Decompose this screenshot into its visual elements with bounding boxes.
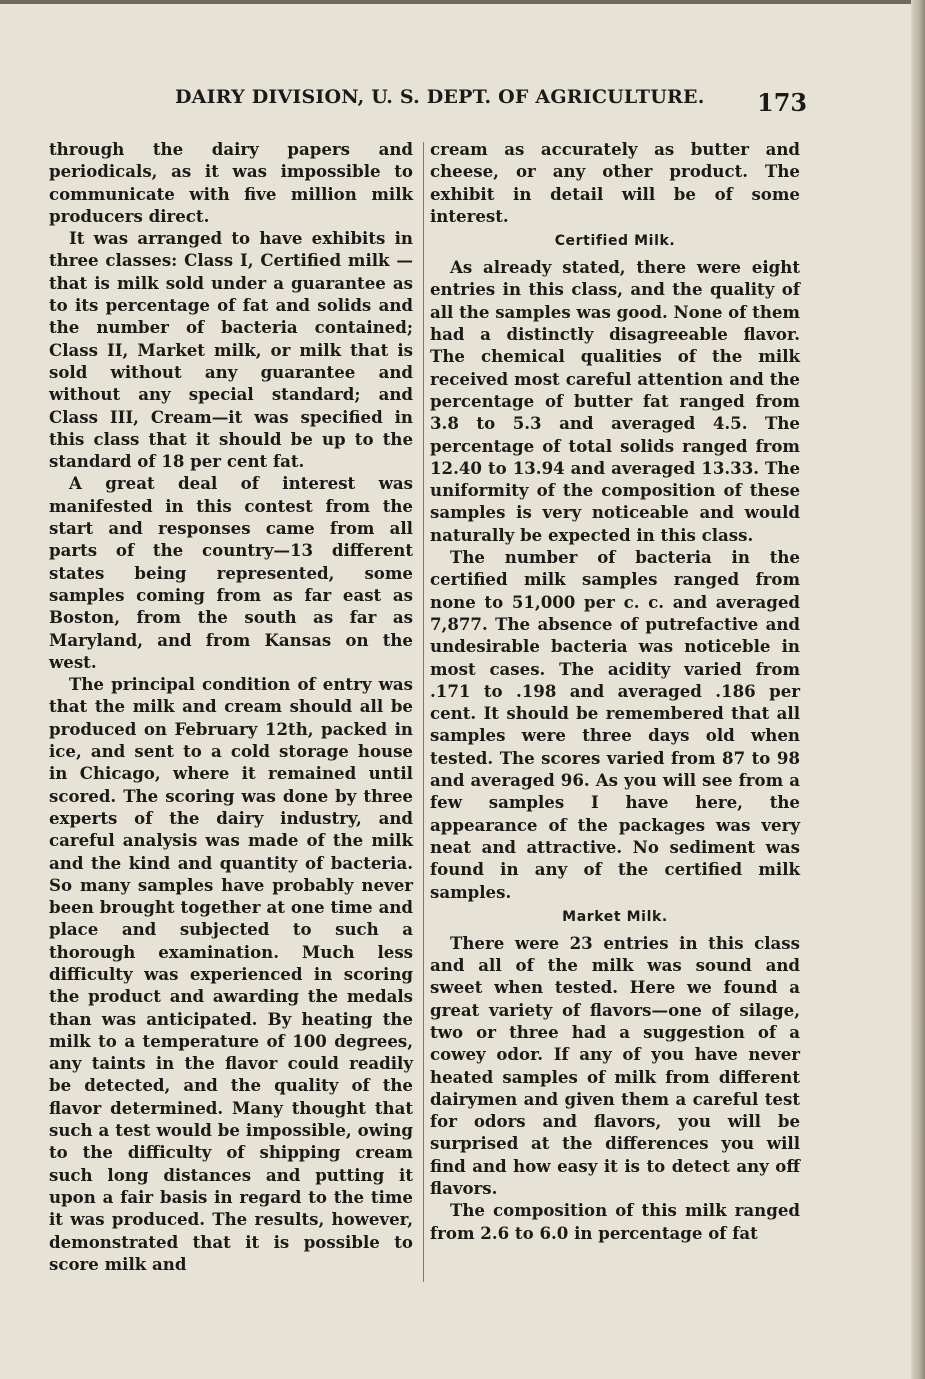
paragraph-continued: through the dairy papers and periodicals, as it was impossible to communicate with five million milk producers direct. bbox=[49, 139, 413, 226]
paragraph-certified-quality: As already stated, there were eight entries in this class, and the quality of all the samples was good. None of them had a distinctly disagreeable flavor. The chemical qualities of the milk received most careful attention and the percentage of butter fat ranged from 3.8 to 5.3 and averaged 4.5. The percentage of total solids ranged from 12.40 to 13.94 and averaged 13.33. The uniformity of the composition of these samples is very noticeable and would naturally be expected in this class. bbox=[430, 257, 800, 545]
right-column bbox=[430, 138, 800, 1244]
paragraph-certified-bacteria: The number of bacteria in the certified milk samples ranged from none to 51,000 per c. c. and averaged 7,877. The absence of putrefactive and undesirable bacteria was noticeble in most cases. The acidity varied from .171 to .198 and averaged .186 per cent. It should be remembered that all samples were three days old when tested. The scores varied from 87 to 98 and averaged 96. As you will see from a few samples I have here, the appearance of the packages was very neat and attractive. No sediment was found in any of the certified milk samples. bbox=[430, 547, 800, 902]
paragraph-continued-right: cream as accurately as butter and cheese, or any other product. The exhibit in detail will be of some interest. bbox=[430, 139, 800, 226]
left-column bbox=[49, 138, 413, 1275]
paragraph-entry-conditions: The principal condition of entry was that the milk and cream should all be produced on February 12th, packed in ice, and sent to a cold storage house in Chicago, where it remained until scored. The scoring was done by three experts of the dairy industry, and careful analysis was made of the milk and the kind and quantity of bacteria. So many samples have probably never been brought together at one time and place and subjected to such a thorough examination. Much less difficulty was experienced in scoring the product and awarding the medals than was anticipated. By heating the milk to a temperature of 100 degrees, any taints in the flavor could readily be detected, and the quality of the flavor determined. Many thought that such a test would be impossible, owing to the difficulty of shipping cream such long distances and putting it upon a fair basis in regard to the time it was produced. The results, however, demonstrated that it is possible to score milk and bbox=[49, 674, 413, 1274]
scan-edge bbox=[911, 0, 925, 1379]
paragraph-exhibit-classes: It was arranged to have exhibits in three classes: Class I, Certified milk —that is milk sold under a guarantee as to its percentage of fat and solids and the number of bacteria contained; Class II, Market milk, or milk that is sold without any guarantee and without any special standard; and Class III, Cream—it was specified in this class that it should be up to the standard of 18 per cent fat. bbox=[49, 228, 413, 472]
page-top-edge bbox=[0, 0, 925, 4]
column-divider bbox=[423, 142, 424, 1282]
running-head: DAIRY DIVISION, U. S. DEPT. OF AGRICULTURE. bbox=[175, 86, 705, 108]
paragraph-market-entries: There were 23 entries in this class and all of the milk was sound and sweet when tested. Here we found a great variety of flavors—one of silage, two or three had a suggestion of a cowey odor. If any of you have never heated samples of milk from different dairymen and given them a careful test for odors and flavors, you will be surprised at the differences you will find and how easy it is to detect any off flavors. bbox=[430, 932, 800, 1199]
section-heading-market-milk: Market Milk. bbox=[562, 908, 668, 925]
paragraph-contest-interest: A great deal of interest was manifested in this contest from the start and responses came from all parts of the country—13 different states being represented, some samples coming from as far east as Boston, from the south as far as Maryland, and from Kansas on the west. bbox=[49, 473, 413, 672]
page-number: 173 bbox=[757, 88, 808, 117]
section-heading-certified-milk: Certified Milk. bbox=[554, 233, 676, 250]
paragraph-market-composition: The composition of this milk ranged from 2.6 to 6.0 in percentage of fat bbox=[430, 1200, 800, 1243]
